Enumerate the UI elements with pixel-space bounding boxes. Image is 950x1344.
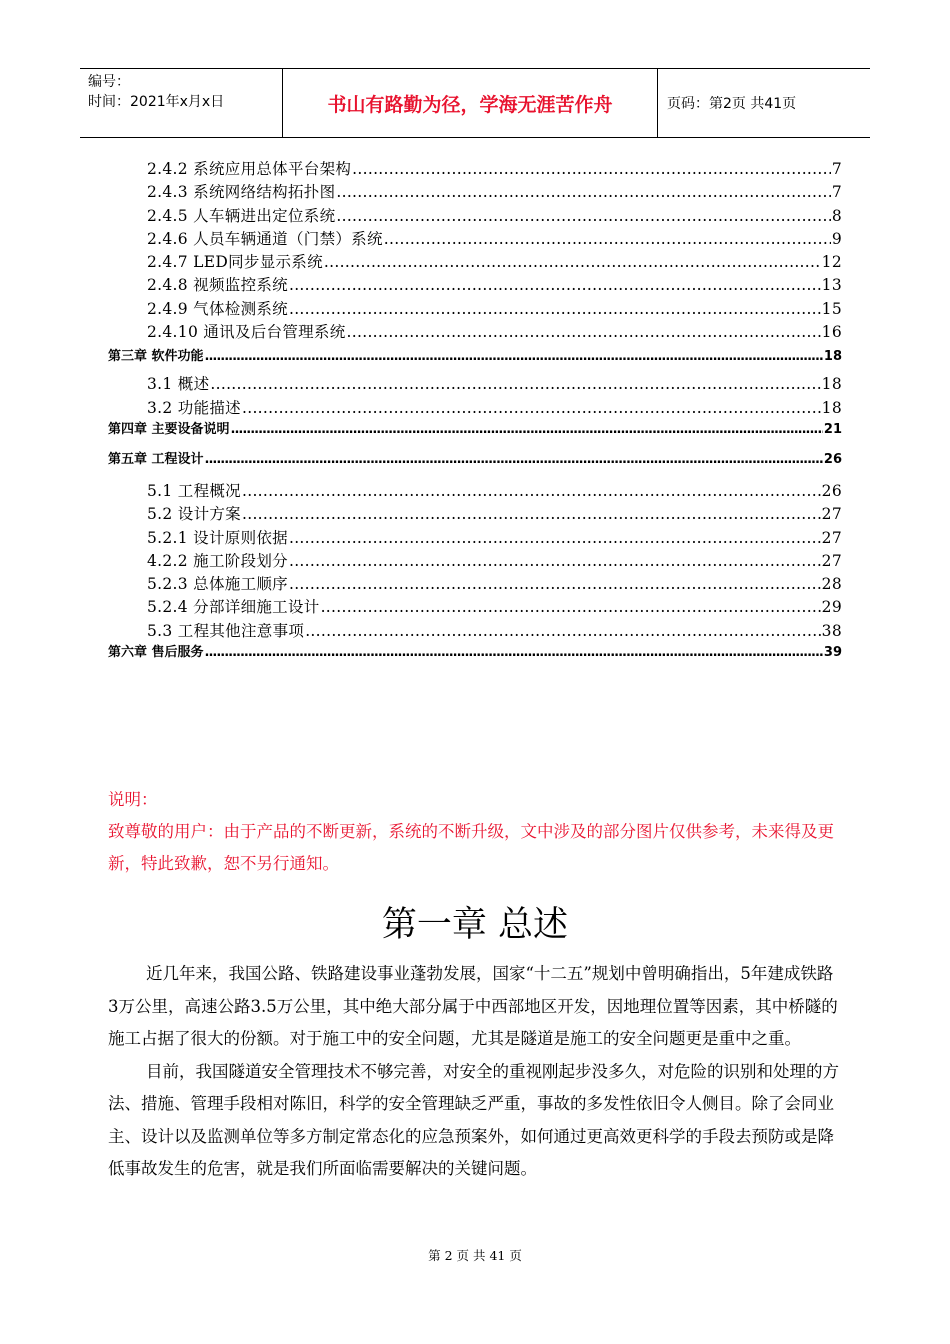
toc-entry[interactable]: 3.2 功能描述 ..... 18 [108, 397, 842, 420]
date-text: 时间：2021年x月x日 [88, 94, 225, 110]
header-page-info: 页码：第2页 共41页 [667, 96, 797, 112]
table-of-contents [108, 158, 842, 663]
toc-entry[interactable]: 2.4.5 人车辆进出定位系统 ..... 8 [108, 205, 842, 228]
toc-entry[interactable]: 5.2 设计方案 ..... 27 [108, 503, 842, 526]
toc-entry[interactable]: 2.4.7 LED同步显示系统 ..... 12 [108, 251, 842, 274]
toc-entry[interactable]: 5.3 工程其他注意事项 ..... 38 [108, 620, 842, 643]
toc-entry[interactable]: 2.4.10 通讯及后台管理系统 ..... 16 [108, 321, 842, 344]
toc-entry[interactable]: 2.4.9 气体检测系统 ..... 15 [108, 298, 842, 321]
toc-entry[interactable]: 5.2.3 总体施工顺序 ..... 28 [108, 573, 842, 596]
toc-chapter-entry[interactable]: 第五章 工程设计 ..... 26 [108, 450, 842, 470]
page-footer: 第 2 页 共 41 页 [428, 1248, 522, 1263]
toc-entry[interactable]: 4.2.2 施工阶段划分 ..... 27 [108, 550, 842, 573]
header-motto: 书山有路勤为径，学海无涯苦作舟 [283, 69, 658, 137]
toc-chapter-entry[interactable]: 第三章 软件功能 ..... 18 [108, 347, 842, 367]
number-label: 编号： [88, 74, 130, 90]
header-table [80, 68, 870, 138]
notice-block [108, 784, 848, 880]
toc-chapter-entry[interactable]: 第六章 售后服务 ..... 39 [108, 643, 842, 663]
toc-entry[interactable]: 5.1 工程概况 ..... 26 [108, 480, 842, 503]
paragraph: 目前，我国隧道安全管理技术不够完善，对安全的重视刚起步没多久，对危险的识别和处理的方法、措施、管理手段相对陈旧，科学的安全管理缺乏严重，事故的多发性依旧令人侧目。除了会同业主、设计以及监测单位等多方制定常态化的应急预案外，如何通过更高效更科学的手段去预防或是降低事故发生的危害，就是我们所面临需要解决的关键问题。 [108, 1061, 839, 1178]
toc-entry[interactable]: 2.4.8 视频监控系统 ..... 13 [108, 274, 842, 297]
toc-entry[interactable]: 5.2.1 设计原则依据 ..... 27 [108, 527, 842, 550]
toc-chapter-entry[interactable]: 第四章 主要设备说明 ..... 21 [108, 420, 842, 440]
toc-entry[interactable]: 2.4.6 人员车辆通道（门禁）系统 ..... 9 [108, 228, 842, 251]
toc-entry[interactable]: 3.1 概述 ..... 18 [108, 373, 842, 396]
paragraph: 近几年来，我国公路、铁路建设事业蓬勃发展，国家“十二五”规划中曾明确指出，5年建成铁路3万公里，高速公路3.5万公里，其中绝大部分属于中西部地区开发，因地理位置等因素，其中桥隧的施工占据了很大的份额。对于施工中的安全问题，尤其是隧道是施工的安全问题更是重中之重。 [108, 964, 838, 1048]
header-info-cell [80, 69, 283, 137]
toc-entry[interactable]: 2.4.3 系统网络结构拓扑图 ..... 7 [108, 181, 842, 204]
notice-text: 致尊敬的用户：由于产品的不断更新，系统的不断升级，文中涉及的部分图片仅供参考，未来得及更新，特此致歉，恕不另行通知。 [108, 822, 834, 873]
notice-label: 说明： [108, 790, 158, 809]
toc-entry[interactable]: 5.2.4 分部详细施工设计 ..... 29 [108, 596, 842, 619]
toc-entry[interactable]: 2.4.2 系统应用总体平台架构 ..... 7 [108, 158, 842, 181]
body-text [108, 958, 843, 1186]
chapter-title: 第一章 总述 [381, 905, 569, 945]
